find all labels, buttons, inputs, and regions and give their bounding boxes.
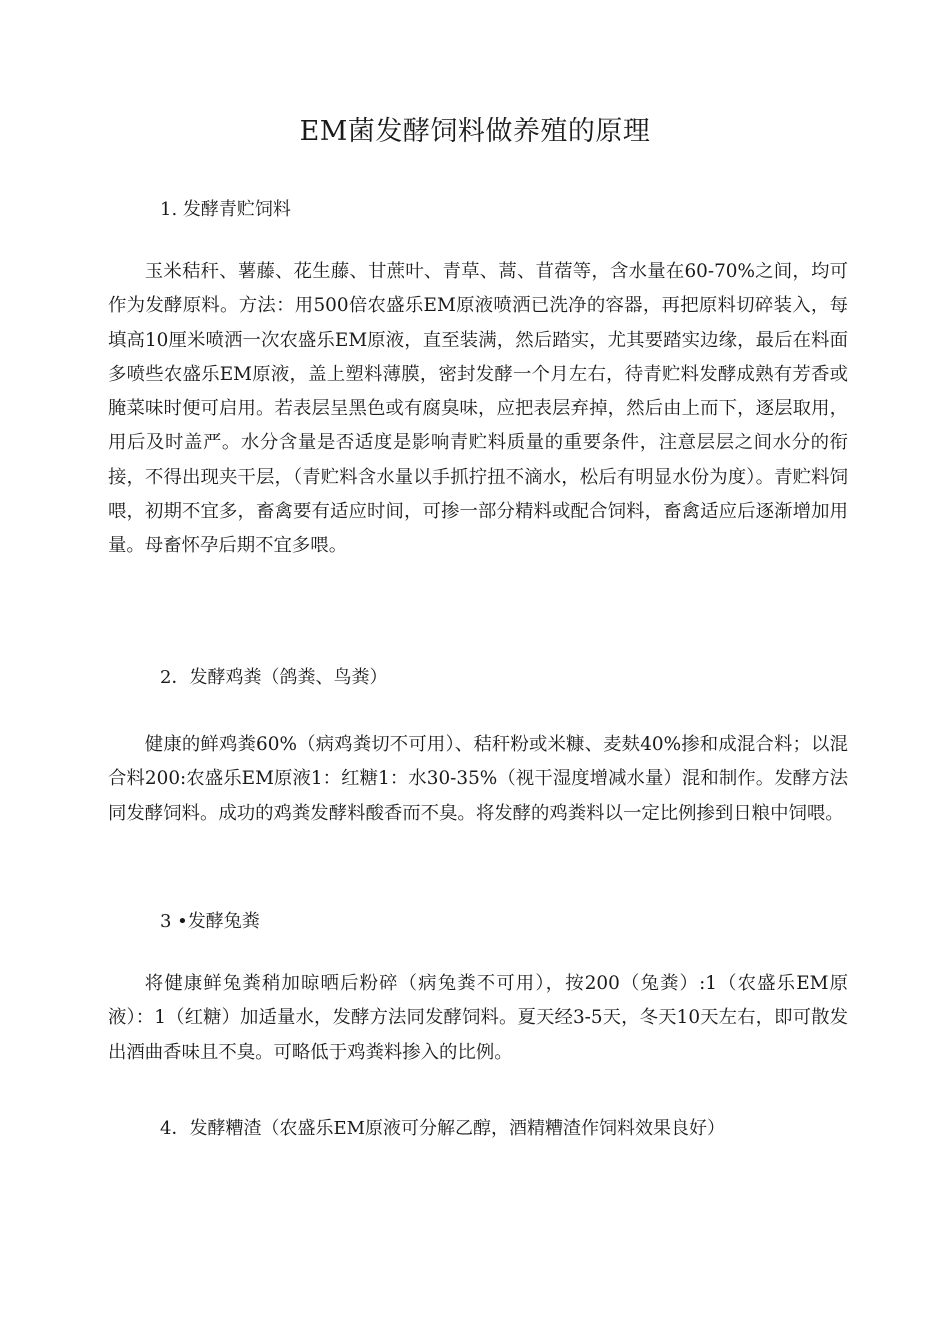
section-body-1: 玉米秸秆、薯藤、花生藤、甘蔗叶、青草、蒿、苜蓿等，含水量在60-70%之间，均可作为发酵原料。方法：用500倍农盛乐EM原液喷洒已洗净的容器，再把原料切碎装入，每填高10厘米喷洒一次农盛乐EM原液，直至装满，然后踏实，尤其要踏实边缘，最后在料面多喷些农盛乐EM原液，盖上塑料薄膜，密封发酵一个月左右，待青贮料发酵成熟有芳香或腌菜味时便可启用。若表层呈黑色或有腐臭味，应把表层弃掉，然后由上而下，逐层取用，用后及时盖严。水分含量是否适度是影响青贮料质量的重要条件，注意层层之间水分的衔接，不得出现夹干层，（青贮料含水量以手抓拧扭不滴水，松后有明显水份为度）。青贮料饲喂，初期不宜多，畜禽要有适应时间，可掺一部分精料或配合饲料，畜禽适应后逐渐增加用量。母畜怀孕后期不宜多喂。 [108,261,848,557]
section-heading-3: 3 •发酵兔粪 [160,911,260,932]
section-body-2: 健康的鲜鸡粪60%（病鸡粪切不可用）、秸秆粉或米糠、麦麸40%掺和成混合料；以混合料200:农盛乐EM原液1：红糖1：水30-35%（视干湿度增减水量）混和制作。发酵方法同发酵饲料。成功的鸡粪发酵料酸香而不臭。将发酵的鸡粪料以一定比例掺到日粮中饲喂。 [108,734,848,824]
section-heading-4: 4．发酵糟渣（农盛乐EM原液可分解乙醇，酒精糟渣作饲料效果良好） [160,1118,726,1139]
section-heading-1: 1. 发酵青贮饲料 [160,199,291,220]
section-body-3: 将健康鲜兔粪稍加晾晒后粉碎（病兔粪不可用），按200（兔粪）:1（农盛乐EM原液）：1（红糖）加适量水，发酵方法同发酵饲料。夏天经3-5天，冬天10天左右，即可散发出酒曲香味且不臭。可略低于鸡粪料掺入的比例。 [108,973,848,1063]
document-title: EM菌发酵饲料做养殖的原理 [299,116,651,147]
section-heading-2: 2．发酵鸡粪（鸽粪、鸟粪） [160,667,388,688]
